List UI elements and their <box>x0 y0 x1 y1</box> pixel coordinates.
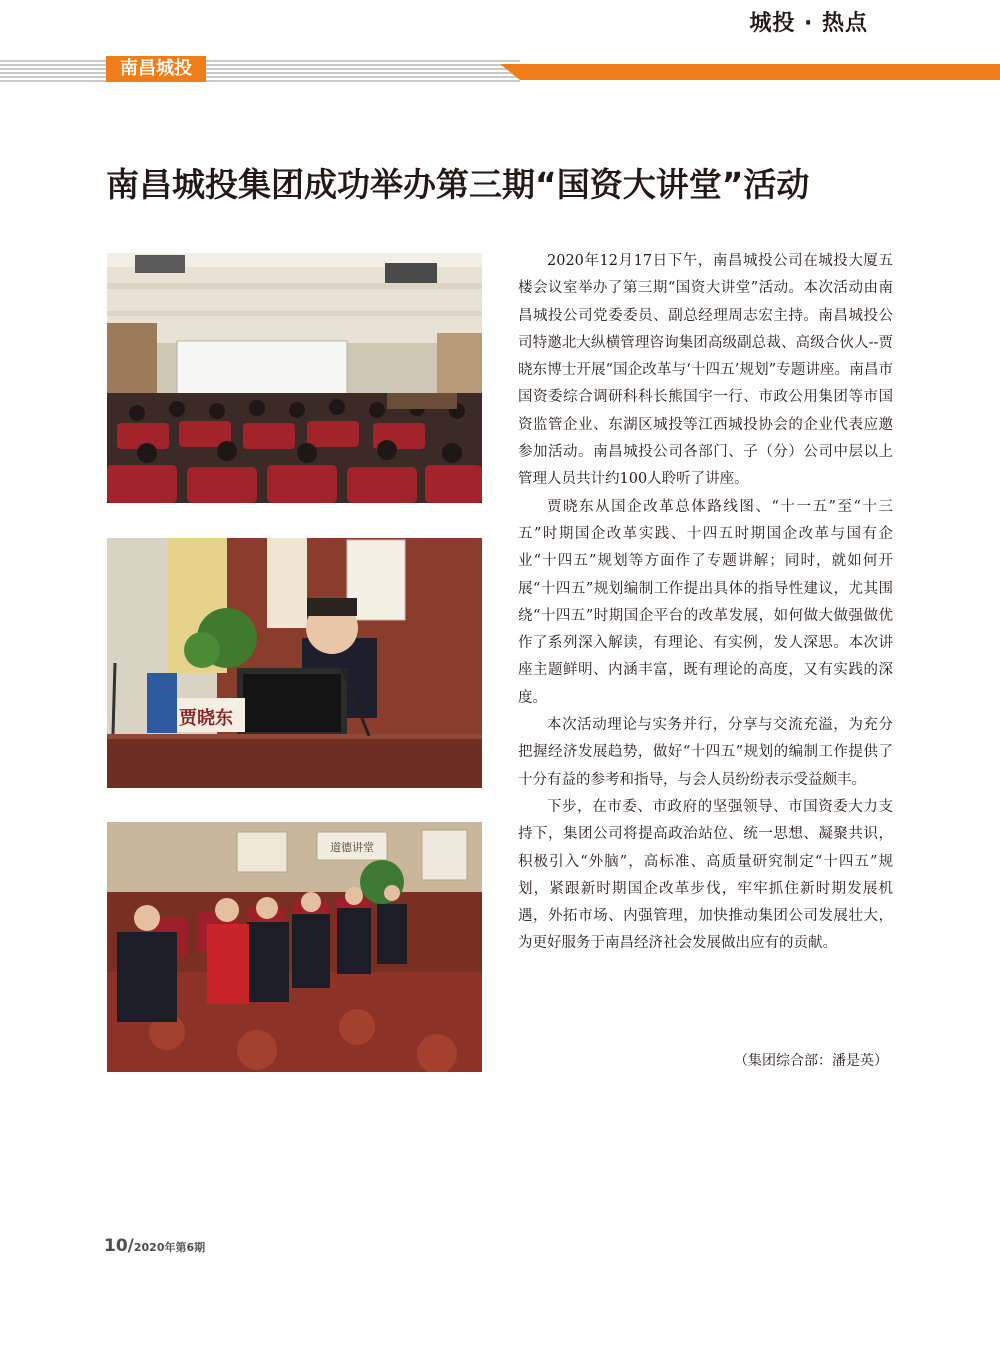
article-body <box>518 248 893 958</box>
article-paragraph: 贾晓东从国企改革总体路线图、“十一五”至“十三五”时期国企改革实践、十四五时期国企改革与国有企业“十四五”规划等方面作了专题讲解；同时，就如何开展“十四五”规划编制工作提出具体的指导性建议，尤其围绕“十四五”时期国企平台的改革发展，如何做大做强做优作了系列深入解读，有理论、有实例，发人深思。本次讲座主题鲜明、内涵丰富，既有理论的高度，又有实践的深度。 <box>518 498 893 706</box>
wall-banner-text: 道德讲堂 <box>330 841 374 854</box>
speaker-nameplate: 贾晓东 <box>179 708 233 729</box>
column-tag: 南昌城投 <box>106 56 206 82</box>
header-stripes <box>0 60 520 82</box>
article-paragraph: 2020年12月17日下午，南昌城投公司在城投大厦五楼会议室举办了第三期“国资大讲堂”活动。本次活动由南昌城投公司党委委员、副总经理周志宏主持。南昌城投公司特邀北大纵横管理咨询集团高级副总裁、高级合伙人--贾晓东博士开展“国企改革与‘十四五’规划”专题讲座。南昌市国资委综合调研科科长熊国宇一行、市政公用集团等市国资监管企业、东湖区城投等江西城投协会的企业代表应邀参加活动。南昌城投公司各部门、子（分）公司中层以上管理人员共计约100人聆听了讲座。 <box>518 253 893 488</box>
photo-speaker <box>107 538 482 788</box>
header-orange-bar <box>500 64 1000 80</box>
article-signature: （集团综合部：潘是英） <box>734 1053 888 1069</box>
photo-lecture-hall <box>107 253 482 503</box>
section-label: 城投 · 热点 <box>749 11 868 36</box>
article-paragraph: 本次活动理论与实务并行，分享与交流充溢，为充分把握经济发展趋势，做好“十四五”规划的编制工作提供了十分有益的参考和指导，与会人员纷纷表示受益颇丰。 <box>518 717 893 788</box>
issue-label: 2020年第6期 <box>133 1241 206 1254</box>
photo-audience <box>107 822 482 1072</box>
article-paragraph: 下步，在市委、市政府的坚强领导、市国资委大力支持下，集团公司将提高政治站位、统一思想、凝聚共识，积极引入“外脑”，高标准、高质量研究制定“十四五”规划，紧跟新时期国企改革步伐，牢牢抓住新时期发展机遇，外拓市场、内强管理，加快推动集团公司发展壮大，为更好服务于南昌经济社会发展做出应有的贡献。 <box>518 798 893 952</box>
article-title: 南昌城投集团成功举办第三期“国资大讲堂”活动 <box>106 165 810 204</box>
page-number: 10/ <box>104 1236 134 1256</box>
page-footer <box>104 1236 205 1256</box>
